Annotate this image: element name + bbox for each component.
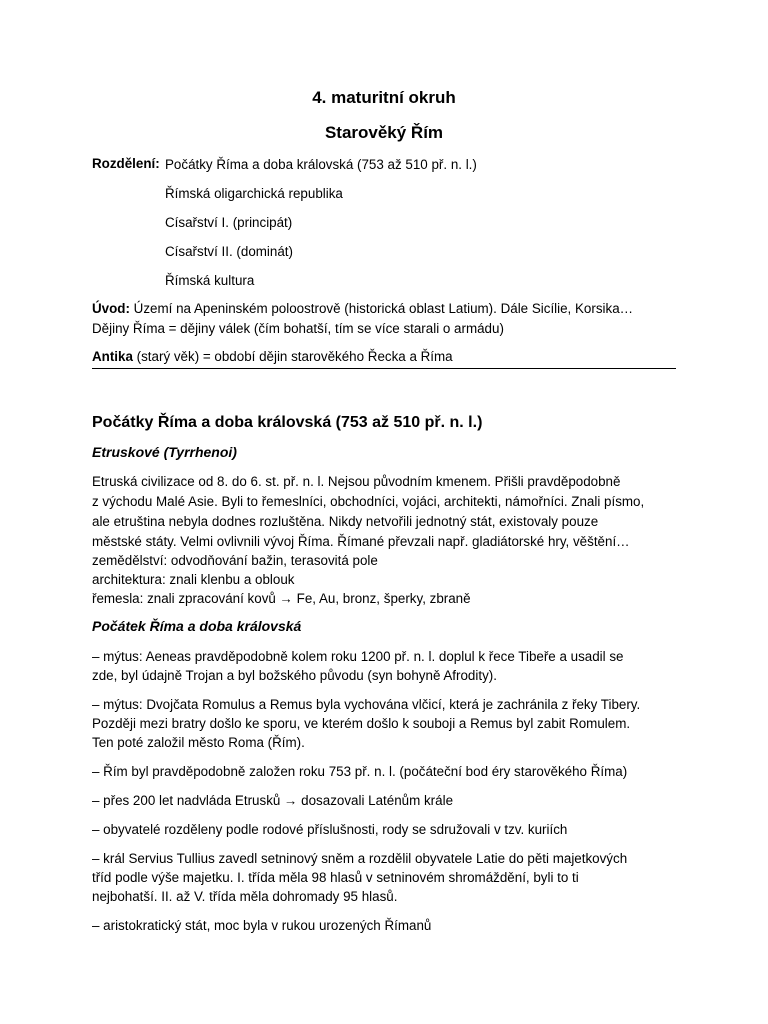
antika-line [92,349,453,364]
intro-text: Území na Apeninském poloostrově (historická oblast Latium). Dále Sicílie, Korsika… [129,301,634,316]
etruscans-line: Etruská civilizace od 8. do 6. st. př. n. l. Nejsou původním kmenem. Přišli pravděpodobně [92,474,621,489]
etruscans-line: architektura: znali klenbu a oblouk [92,572,295,587]
paragraph-line: – mýtus: Aeneas pravděpodobně kolem roku 1200 př. n. l. doplul k řece Tibeře a usadil se [92,649,624,664]
paragraph-line: – přes 200 let nadvláda Etrusků → dosazovali Laténům krále [92,793,454,808]
etruscans-line: zemědělství: odvodňování bažin, terasovitá pole [92,553,378,568]
etruscans-line: městské státy. Velmi ovlivnili vývoj Říma. Římané převzali např. gladiátorské hry, věštění… [92,534,630,549]
antika-label: Antika [92,349,133,364]
horizontal-rule [92,368,676,369]
subsection-heading-etruscans: Etruskové (Tyrrhenoi) [92,444,237,460]
antika-text: (starý věk) = období dějin starověkého Řecka a Říma [132,349,453,364]
division-item: Počátky Říma a doba královská (753 až 510 př. n. l.) [165,157,477,172]
division-label: Rozdělení: [92,156,160,171]
paragraph-line: tříd podle výše majetku. I. třída měla 98 hlasů v setninovém shromáždění, byli to ti [92,870,579,885]
paragraph-line: – král Servius Tullius zavedl setninový sněm a rozdělil obyvatele Latie do pěti majetkových [92,851,628,866]
etruscans-line: z východu Malé Asie. Byli to řemeslníci, obchodníci, vojáci, architekti, námořníci. Znali písmo, [92,494,645,509]
intro-line-1 [92,301,633,316]
subsection-heading-beginning: Počátek Říma a doba královská [92,618,302,634]
intro-label: Úvod: [92,301,130,316]
intro-line-2: Dějiny Říma = dějiny válek (čím bohatší, tím se více starali o armádu) [92,321,504,336]
etruscans-line: ale etruština nebyla dodnes rozluštěna. Nikdy netvořili jednotný stát, existovaly pouze [92,514,599,529]
paragraph-line: – mýtus: Dvojčata Romulus a Remus byla vychována vlčicí, která je zachránila z řeky Tibery. [92,697,641,712]
paragraph-line: zde, byl údajně Trojan a byl božského původu (syn bohyně Afrodity). [92,668,497,683]
page-subtitle: Starověký Řím [324,123,444,142]
paragraph-line: – Řím byl pravděpodobně založen roku 753 př. n. l. (počáteční bod éry starověkého Říma) [92,764,628,779]
division-item: Císařství I. (principát) [165,215,293,230]
division-item: Římská oligarchická republika [165,186,343,201]
etruscans-line: řemesla: znali zpracování kovů → Fe, Au, bronz, šperky, zbraně [92,591,471,606]
page-title: 4. maturitní okruh [312,88,456,107]
paragraph-line: – aristokratický stát, moc byla v rukou urozených Římanů [92,918,432,933]
paragraph-line: – obyvatelé rozděleny podle rodové příslušnosti, rody se sdružovali v tzv. kuriích [92,822,568,837]
paragraph-line: nejbohatší. II. až V. třída měla dohromady 95 hlasů. [92,889,398,904]
division-item: Císařství II. (dominát) [165,244,293,259]
section-heading: Počátky Říma a doba královská (753 až 510 př. n. l.) [92,414,483,431]
paragraph-line: Později mezi bratry došlo ke sporu, ve kterém došlo k souboji a Remus byl zabit Romulem. [92,716,631,731]
division-item: Římská kultura [165,273,255,288]
paragraph-line: Ten poté založil město Roma (Řím). [92,735,305,750]
